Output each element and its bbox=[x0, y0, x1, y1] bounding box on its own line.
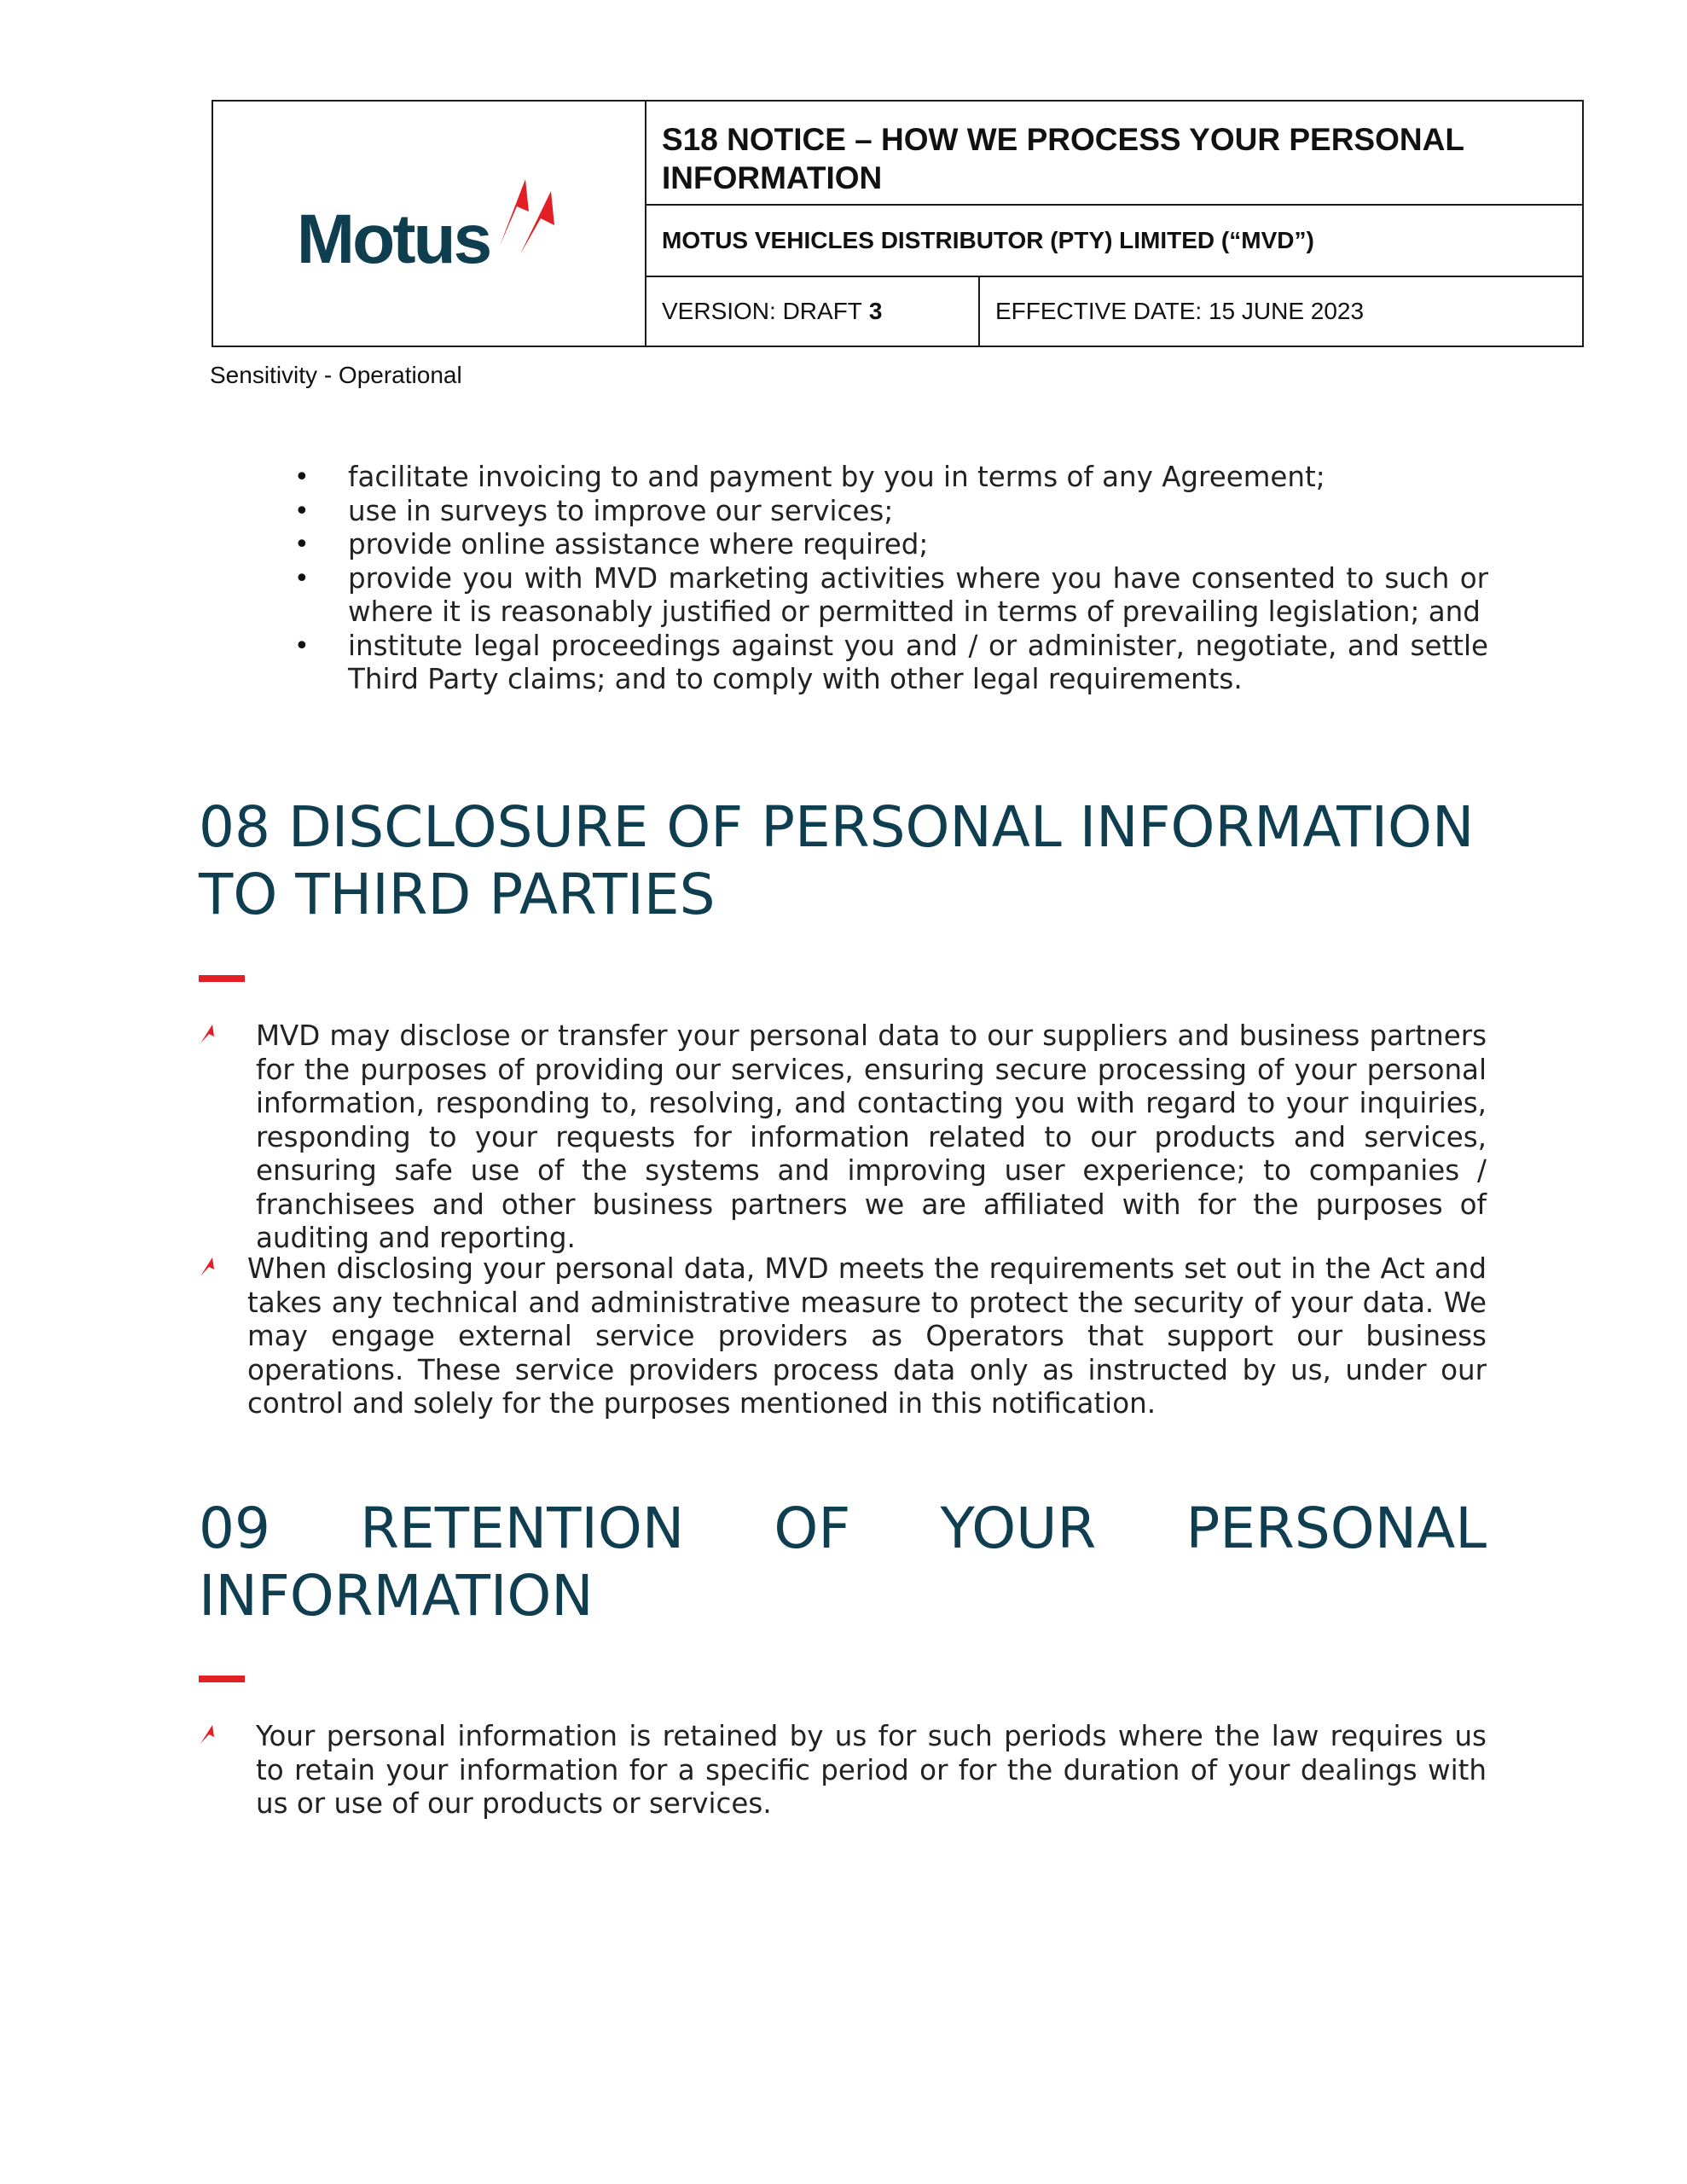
red-arrow-icon bbox=[199, 1256, 217, 1278]
company-name: MOTUS VEHICLES DISTRIBUTOR (PTY) LIMITED (“MVD”) bbox=[646, 206, 1582, 277]
section-08-title: 08 DISCLOSURE OF PERSONAL INFORMATION TO THIRD PARTIES bbox=[199, 794, 1475, 927]
list-item: • provide online assistance where required; bbox=[294, 528, 1488, 562]
list-item: • use in surveys to improve our services; bbox=[294, 495, 1488, 529]
section-08-divider bbox=[199, 975, 245, 982]
list-item: • facilitate invoicing to and payment by you in terms of any Agreement; bbox=[294, 461, 1488, 495]
version-number: 3 bbox=[868, 298, 883, 324]
version-label: VERSION: DRAFT bbox=[662, 298, 862, 324]
double-red-arrow-icon bbox=[491, 172, 561, 266]
header-info bbox=[646, 102, 1582, 346]
list-item: • provide you with MVD marketing activities where you have consented to such or where it is reasonably justified or permitted in terms of prevailing legislation; and bbox=[294, 562, 1488, 630]
red-arrow-icon bbox=[199, 1023, 217, 1045]
effective-date: EFFECTIVE DATE: 15 JUNE 2023 bbox=[995, 298, 1365, 324]
purpose-bullet-list bbox=[294, 461, 1488, 697]
motus-logo bbox=[296, 172, 561, 278]
version-cell bbox=[646, 277, 980, 346]
sensitivity-label: Sensitivity - Operational bbox=[210, 362, 462, 388]
section-08-paragraph-1: MVD may disclose or transfer your personal data to our suppliers and business partners for the purposes of providing our services, ensuring secure processing of your personal information, responding to, resolving, and contacting you with regard to your inquiries, responding to your requests for information related to our products and services, ensuring safe use of the systems and improving user experience; to companies / franchisees and other business partners we are affiliated with for the purposes of auditing and reporting. bbox=[256, 1019, 1487, 1254]
section-09-paragraph-1: Your personal information is retained by us for such periods where the law requires us to retain your information for a specific period or for the duration of your dealings with us or use of our products or services. bbox=[256, 1720, 1487, 1820]
section-08-paragraph-2: When disclosing your personal data, MVD meets the requirements set out in the Act and takes any technical and administrative measure to protect the security of your data. We may engage external service providers as Operators that support our business operations. These service providers process data only as instructed by us, under our control and solely for the purposes mentioned in this notification. bbox=[247, 1252, 1487, 1420]
section-09-title: 09 RETENTION OF YOUR PERSONAL INFORMATION bbox=[199, 1496, 1487, 1629]
section-09-divider bbox=[199, 1676, 245, 1682]
logo-cell bbox=[213, 102, 646, 346]
version-row bbox=[646, 277, 1582, 346]
red-arrow-icon bbox=[199, 1723, 217, 1745]
document-header bbox=[212, 100, 1584, 347]
logo-wordmark: Motus bbox=[296, 200, 490, 278]
list-item: • institute legal proceedings against you and / or administer, negotiate, and settle Third Party claims; and to comply with other legal requirements. bbox=[294, 630, 1488, 697]
document-title: S18 NOTICE – HOW WE PROCESS YOUR PERSONAL INFORMATION bbox=[646, 102, 1582, 206]
